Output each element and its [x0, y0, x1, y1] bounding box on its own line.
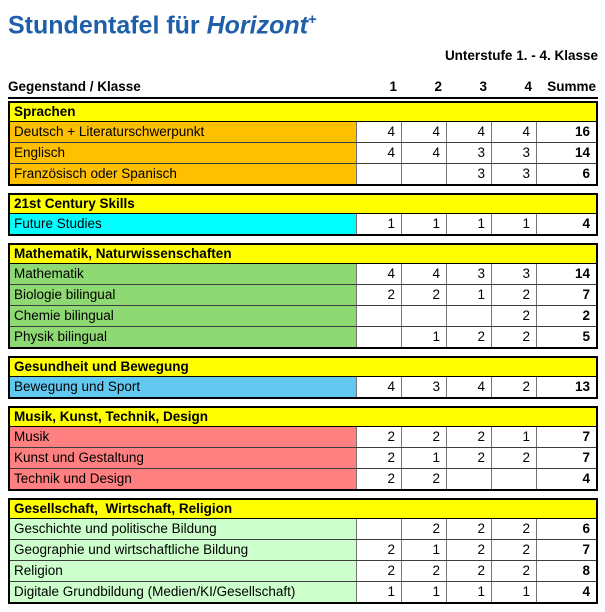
hours-sum: 14	[536, 143, 596, 163]
table-row	[10, 427, 596, 447]
hours-class-1	[356, 164, 401, 184]
subject-label: Chemie bilingual	[10, 306, 356, 326]
table-row	[10, 560, 596, 581]
column-header-subject: Gegenstand / Klasse	[8, 79, 141, 95]
subject-label: Technik und Design	[10, 469, 356, 489]
subject-label: Musik	[10, 427, 356, 447]
table-row	[10, 163, 596, 184]
hours-sum: 8	[536, 561, 596, 581]
hours-class-4: 2	[491, 285, 536, 305]
hours-class-2: 2	[401, 285, 446, 305]
subject-label: Geographie und wirtschaftliche Bildung	[10, 540, 356, 560]
hours-class-4: 2	[491, 561, 536, 581]
hours-sum: 7	[536, 427, 596, 447]
hours-class-3: 2	[446, 519, 491, 539]
hours-class-2: 2	[401, 561, 446, 581]
hours-sum: 4	[536, 214, 596, 234]
table-column-header	[8, 78, 598, 99]
table-row	[10, 581, 596, 602]
hours-class-2	[401, 306, 446, 326]
column-header-class-2: 2	[434, 79, 442, 95]
hours-class-4: 2	[491, 448, 536, 468]
hours-class-4: 2	[491, 327, 536, 347]
hours-class-2: 1	[401, 540, 446, 560]
hours-class-1: 4	[356, 377, 401, 397]
subject-label: Religion	[10, 561, 356, 581]
hours-class-1: 2	[356, 285, 401, 305]
hours-class-3: 2	[446, 561, 491, 581]
subject-label: Physik bilingual	[10, 327, 356, 347]
hours-class-3: 3	[446, 143, 491, 163]
hours-class-4: 2	[491, 540, 536, 560]
hours-class-4: 3	[491, 264, 536, 284]
hours-class-3: 1	[446, 582, 491, 602]
hours-class-3	[446, 469, 491, 489]
table-row	[10, 305, 596, 326]
table-row	[10, 326, 596, 347]
hours-class-4: 1	[491, 214, 536, 234]
hours-class-1: 2	[356, 427, 401, 447]
section-header: Musik, Kunst, Technik, Design	[10, 408, 596, 427]
hours-class-4: 2	[491, 519, 536, 539]
subject-label: Deutsch + Literaturschwerpunkt	[10, 122, 356, 142]
hours-sum: 6	[536, 519, 596, 539]
section-sprachen	[8, 101, 598, 186]
section-gesundheit-und-bewegung	[8, 356, 598, 399]
page-title	[8, 6, 598, 39]
subject-label: Biologie bilingual	[10, 285, 356, 305]
hours-class-1: 2	[356, 561, 401, 581]
subject-label: Geschichte und politische Bildung	[10, 519, 356, 539]
hours-class-2: 3	[401, 377, 446, 397]
hours-sum: 7	[536, 285, 596, 305]
column-header-class-3: 3	[479, 79, 487, 95]
table-row	[10, 264, 596, 284]
hours-class-3: 1	[446, 285, 491, 305]
subject-label: Englisch	[10, 143, 356, 163]
column-header-class-1: 1	[389, 79, 397, 95]
column-header-sum: Summe	[547, 79, 596, 95]
hours-class-1	[356, 519, 401, 539]
hours-class-3: 2	[446, 540, 491, 560]
hours-class-2: 4	[401, 143, 446, 163]
section-header: Mathematik, Naturwissenschaften	[10, 245, 596, 264]
page-title-superscript: +	[307, 11, 317, 28]
hours-class-2: 2	[401, 427, 446, 447]
hours-sum: 13	[536, 377, 596, 397]
hours-sum: 6	[536, 164, 596, 184]
table-row	[10, 214, 596, 234]
hours-class-4: 2	[491, 377, 536, 397]
hours-class-2	[401, 164, 446, 184]
section-gesellschaft-wirtschaft-religion	[8, 498, 598, 604]
section-header: Gesellschaft, Wirtschaft, Religion	[10, 500, 596, 519]
hours-class-3: 3	[446, 264, 491, 284]
timetable-sections	[8, 101, 598, 604]
hours-sum: 16	[536, 122, 596, 142]
hours-sum: 2	[536, 306, 596, 326]
hours-class-3: 3	[446, 164, 491, 184]
hours-class-2: 1	[401, 448, 446, 468]
table-row	[10, 447, 596, 468]
subject-label: Französisch oder Spanisch	[10, 164, 356, 184]
hours-class-3: 1	[446, 214, 491, 234]
hours-class-3: 2	[446, 427, 491, 447]
hours-class-1: 2	[356, 540, 401, 560]
subject-label: Kunst und Gestaltung	[10, 448, 356, 468]
hours-class-4: 3	[491, 164, 536, 184]
hours-class-2: 4	[401, 122, 446, 142]
hours-sum: 5	[536, 327, 596, 347]
subject-label: Mathematik	[10, 264, 356, 284]
subject-label: Bewegung und Sport	[10, 377, 356, 397]
table-row	[10, 539, 596, 560]
hours-class-3: 2	[446, 448, 491, 468]
hours-class-1	[356, 327, 401, 347]
hours-sum: 7	[536, 540, 596, 560]
table-row	[10, 284, 596, 305]
hours-class-3: 4	[446, 122, 491, 142]
hours-class-4: 1	[491, 427, 536, 447]
hours-class-3: 4	[446, 377, 491, 397]
hours-class-1: 4	[356, 143, 401, 163]
section-header: Gesundheit und Bewegung	[10, 358, 596, 377]
hours-class-3: 2	[446, 327, 491, 347]
table-row	[10, 122, 596, 142]
hours-class-2: 4	[401, 264, 446, 284]
table-row	[10, 142, 596, 163]
hours-class-1: 2	[356, 469, 401, 489]
hours-class-3	[446, 306, 491, 326]
hours-class-1: 2	[356, 448, 401, 468]
hours-class-4	[491, 469, 536, 489]
section-header: Sprachen	[10, 103, 596, 122]
hours-sum: 7	[536, 448, 596, 468]
hours-sum: 4	[536, 469, 596, 489]
page-title-prefix: Stundentafel für	[8, 11, 207, 40]
hours-class-2: 1	[401, 214, 446, 234]
hours-class-1	[356, 306, 401, 326]
table-row	[10, 468, 596, 489]
section-mathematik-naturwissenschaften	[8, 243, 598, 349]
page-title-brand: Horizont	[206, 11, 308, 40]
hours-class-1: 1	[356, 582, 401, 602]
column-header-class-4: 4	[524, 79, 532, 95]
hours-class-2: 1	[401, 327, 446, 347]
section-21st-century-skills	[8, 193, 598, 236]
hours-class-4: 3	[491, 143, 536, 163]
subtitle-grade-range: Unterstufe 1. - 4. Klasse	[444, 48, 598, 64]
section-musik-kunst-technik-design	[8, 406, 598, 491]
hours-class-4: 4	[491, 122, 536, 142]
table-row	[10, 377, 596, 397]
hours-class-4: 1	[491, 582, 536, 602]
hours-sum: 14	[536, 264, 596, 284]
hours-class-2: 2	[401, 519, 446, 539]
table-row	[10, 519, 596, 539]
hours-class-1: 4	[356, 122, 401, 142]
hours-class-2: 1	[401, 582, 446, 602]
hours-class-4: 2	[491, 306, 536, 326]
subject-label: Digitale Grundbildung (Medien/KI/Gesellschaft)	[10, 582, 356, 602]
hours-class-1: 1	[356, 214, 401, 234]
section-header: 21st Century Skills	[10, 195, 596, 214]
hours-class-2: 2	[401, 469, 446, 489]
hours-class-1: 4	[356, 264, 401, 284]
subject-label: Future Studies	[10, 214, 356, 234]
hours-sum: 4	[536, 582, 596, 602]
